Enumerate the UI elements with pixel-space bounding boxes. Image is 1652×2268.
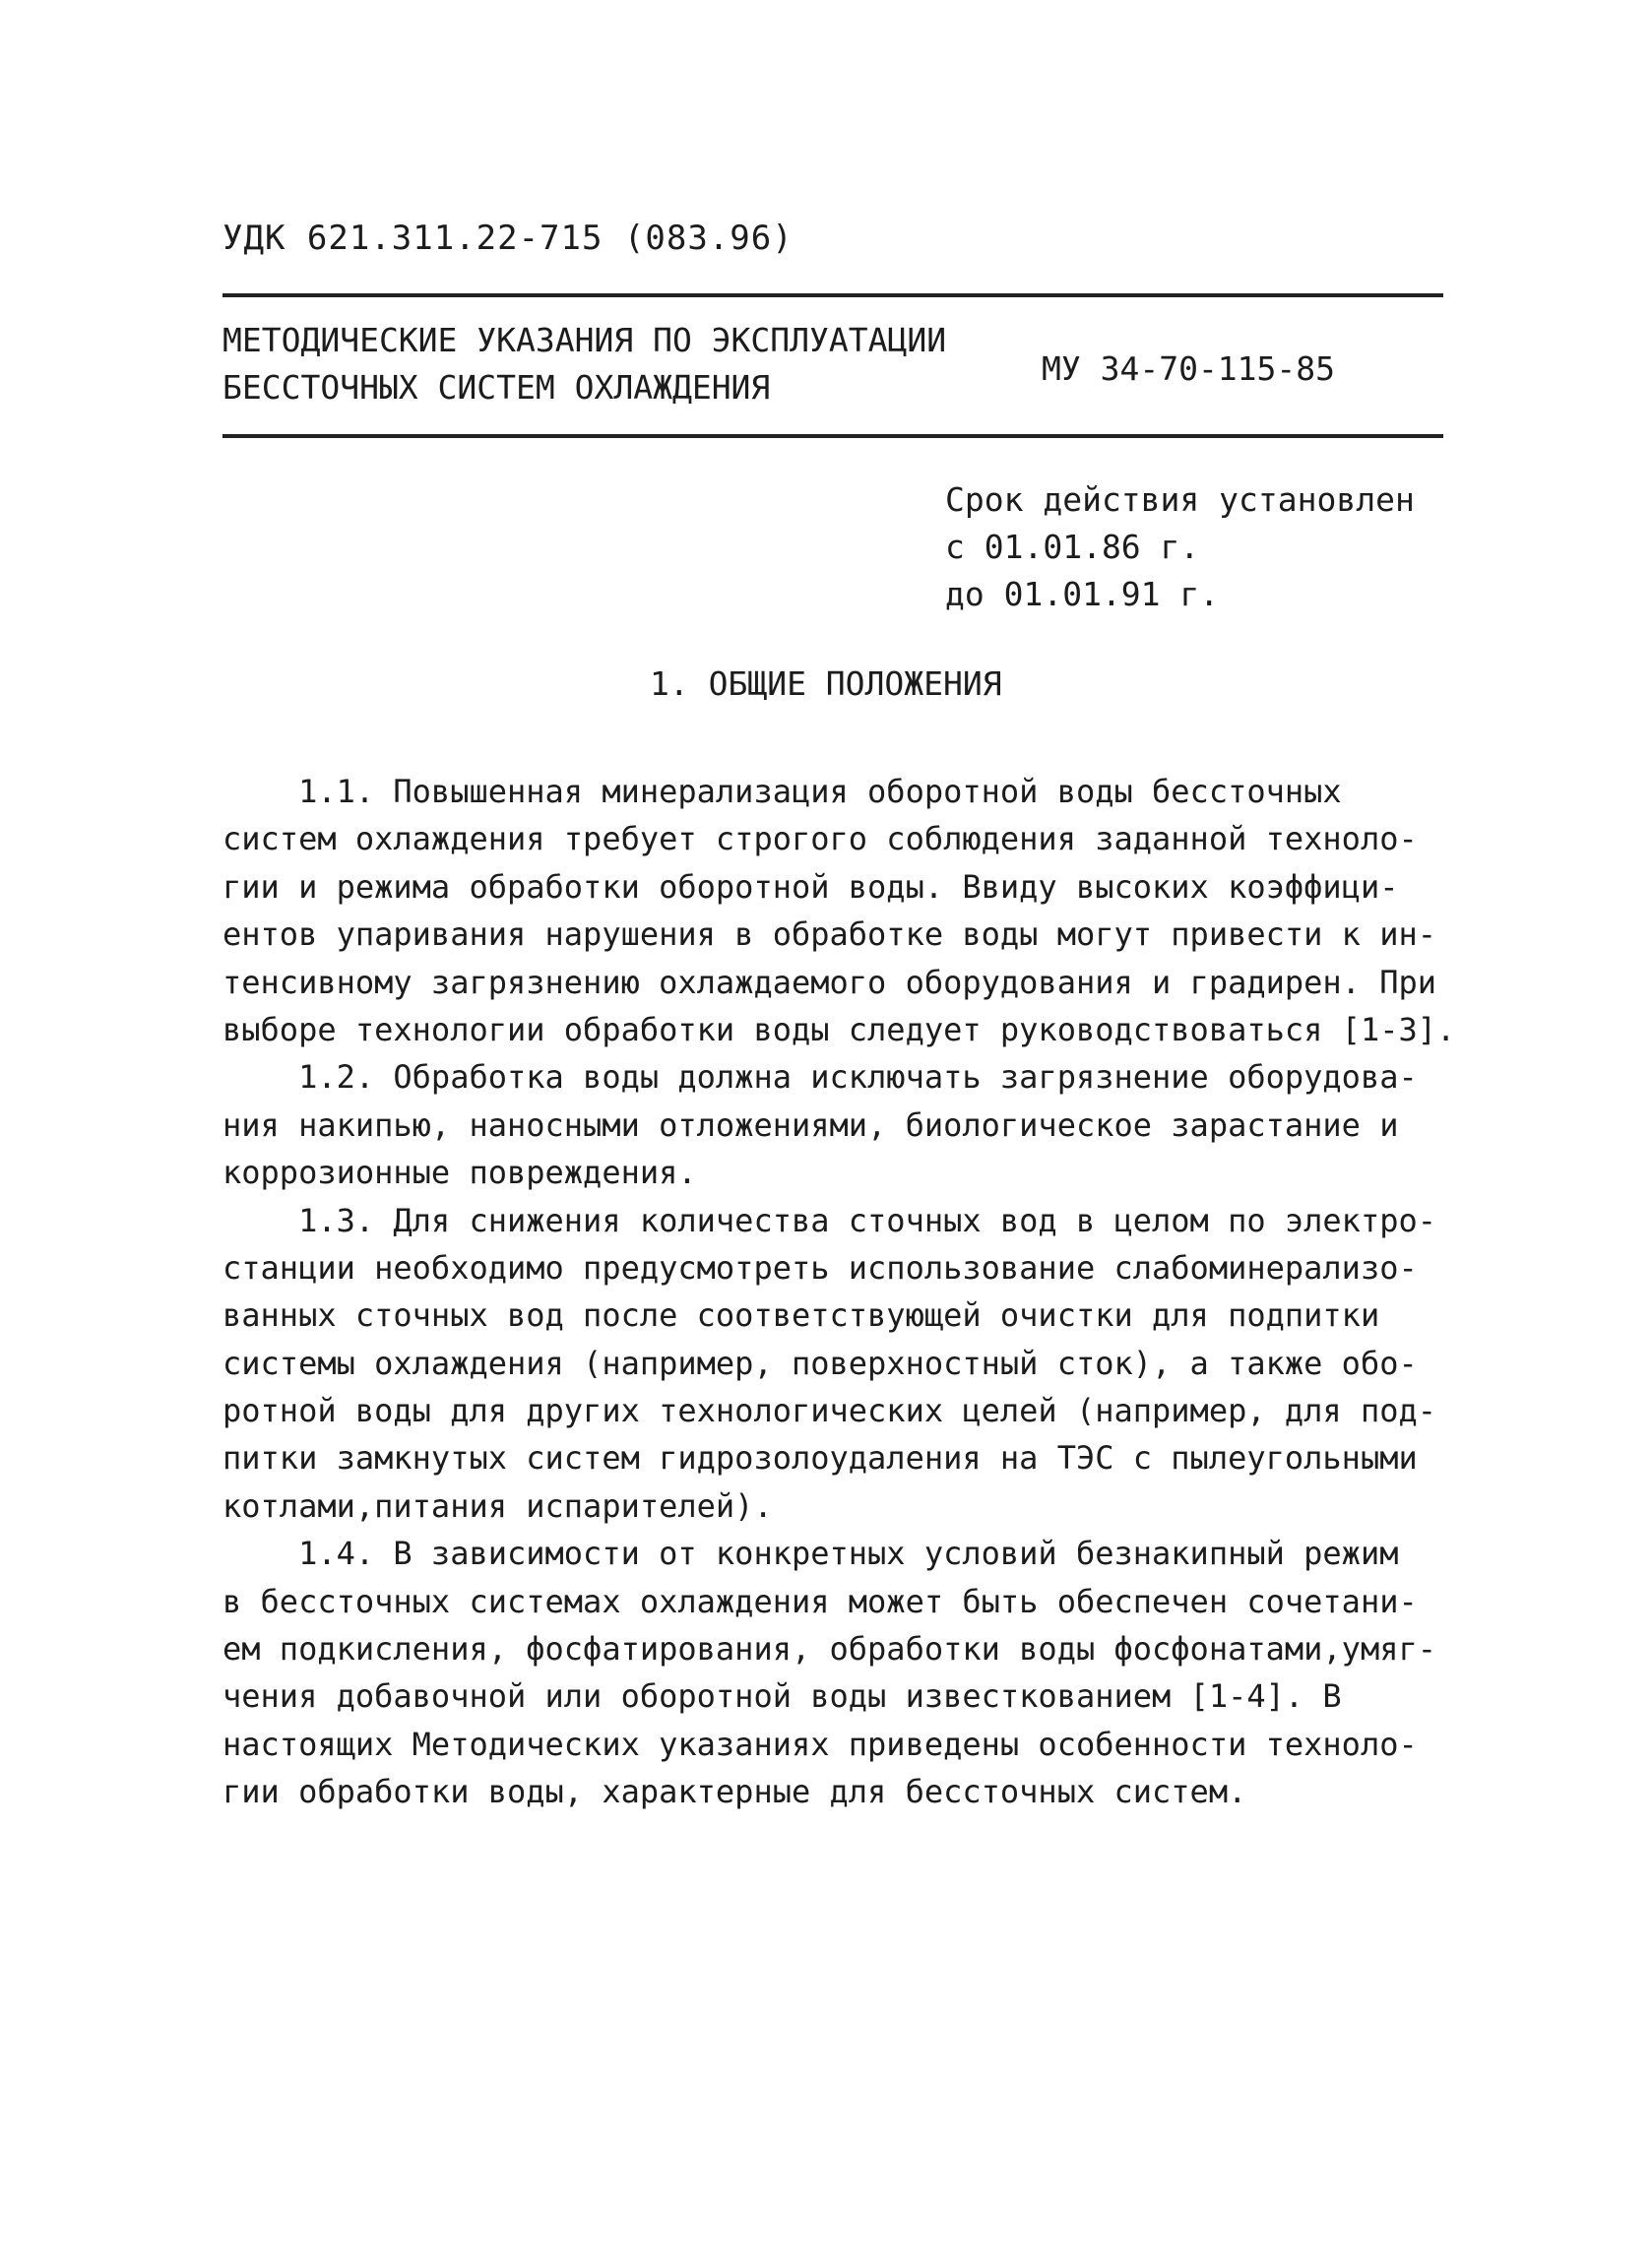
- validity-block: [945, 476, 1415, 618]
- body-line: 1.1. Повышенная минерализация оборотной воды бессточных: [222, 773, 1342, 810]
- body-line: ентов упаривания нарушения в обработке воды могут привести к ин-: [222, 915, 1436, 954]
- body-line: станции необходимо предусмотреть использование слабоминерализо-: [222, 1248, 1418, 1287]
- body-line: тенсивному загрязнению охлаждаемого оборудования и градирен. При: [222, 963, 1436, 1001]
- validity-line: с 01.01.86 г.: [945, 528, 1200, 566]
- body-line: в бессточных системах охлаждения может быть обеспечен сочетани-: [222, 1582, 1418, 1620]
- document-code: МУ 34-70-115-85: [1042, 349, 1336, 388]
- body-text: [222, 768, 1483, 1816]
- body-line: котлами,питания испарителей).: [222, 1486, 773, 1525]
- body-line: 1.4. В зависимости от конкретных условий безнакипный режим: [222, 1535, 1399, 1573]
- title-line: БЕССТОЧНЫХ СИСТЕМ ОХЛАЖДЕНИЯ: [222, 368, 771, 407]
- body-line: ротной воды для других технологических целей (например, для под-: [222, 1392, 1436, 1430]
- body-line: гии обработки воды, характерные для бессточных систем.: [222, 1773, 1247, 1811]
- body-line: ем подкисления, фосфатирования, обработки воды фосфонатами,умяг-: [222, 1630, 1436, 1669]
- body-line: ния накипью, наносными отложениями, биологическое зарастание и: [222, 1105, 1399, 1144]
- body-line: коррозионные повреждения.: [222, 1154, 697, 1192]
- body-line: выборе технологии обработки воды следует руководствоваться [1-3].: [222, 1010, 1456, 1048]
- body-line: 1.3. Для снижения количества сточных вод в целом по электро-: [222, 1201, 1436, 1239]
- section-heading: 1. ОБЩИЕ ПОЛОЖЕНИЯ: [650, 664, 1002, 703]
- body-line: системы охлаждения (например, поверхностный сток), а также обо-: [222, 1344, 1418, 1382]
- body-line: питки замкнутых систем гидрозолоудаления на ТЭС с пылеугольными: [222, 1439, 1418, 1478]
- document-title: [222, 317, 946, 411]
- body-line: гии и режима обработки оборотной воды. Ввиду высоких коэффици-: [222, 867, 1399, 906]
- body-line: ванных сточных вод после соответствующей очистки для подпитки: [222, 1296, 1380, 1335]
- body-line: систем охлаждения требует строгого соблюдения заданной техноло-: [222, 820, 1418, 858]
- header-bottom-rule: [222, 434, 1443, 438]
- validity-line: до 01.01.91 г.: [945, 575, 1220, 613]
- title-line: МЕТОДИЧЕСКИЕ УКАЗАНИЯ ПО ЭКСПЛУАТАЦИИ: [222, 321, 947, 359]
- header-top-rule: [222, 293, 1443, 297]
- body-line: 1.2. Обработка воды должна исключать загрязнение оборудова-: [222, 1058, 1418, 1097]
- body-line: настоящих Методических указаниях приведены особенности техноло-: [222, 1725, 1418, 1763]
- body-line: чения добавочной или оборотной воды известкованием [1-4]. В: [222, 1677, 1342, 1716]
- udk-code: УДК 621.311.22-715 (083.96): [222, 219, 794, 258]
- validity-line: Срок действия установлен: [945, 480, 1415, 519]
